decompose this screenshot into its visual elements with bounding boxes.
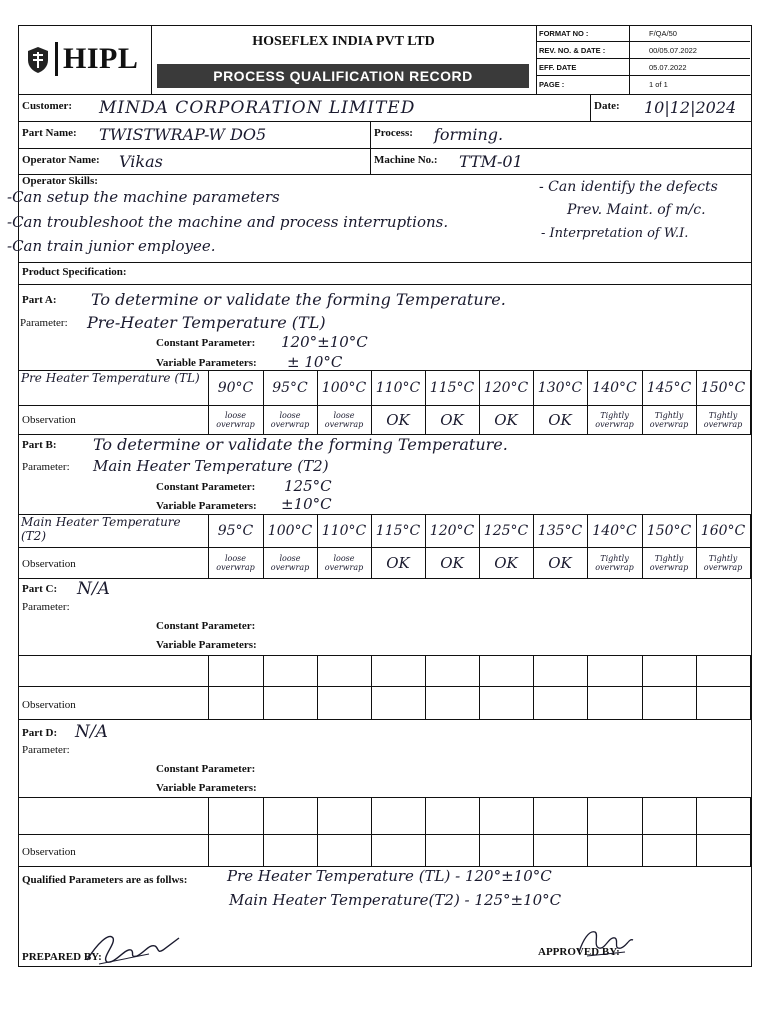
part-a-label: Part A: [22, 294, 57, 306]
skill-right-2: Prev. Maint. of m/c. [567, 202, 706, 218]
table-column-divider [750, 797, 751, 866]
part-name-label: Part Name: [22, 127, 77, 139]
part-a-row-label: Pre Heater Temperature (TL) [21, 371, 200, 385]
part-b-var-label: Variable Parameters: [156, 500, 257, 512]
observation-cell: OK [440, 410, 464, 429]
observation-cell: Tightly overwrap [703, 410, 743, 429]
header [19, 26, 750, 94]
observation-cell: loose overwrap [216, 410, 255, 429]
meta-format-value: F/QA/50 [649, 29, 677, 38]
part-name-value: TWISTWRAP-W DO5 [99, 125, 267, 144]
process-label: Process: [374, 127, 413, 139]
temperature-cell: 110°C [321, 522, 367, 539]
observation-cell: OK [386, 410, 410, 429]
temperature-cell: 95°C [217, 522, 254, 539]
table-column-divider [263, 655, 264, 719]
table-column-divider [696, 655, 697, 719]
table-column-divider [371, 655, 372, 719]
observation-cell: loose overwrap [324, 410, 364, 429]
part-d-obs-label: Observation [22, 846, 76, 858]
part-a-const-label: Constant Parameter: [156, 337, 256, 349]
hipl-shield-icon [27, 46, 49, 74]
table-column-divider [642, 797, 643, 866]
table-column-divider [263, 797, 264, 866]
logo [27, 40, 147, 80]
customer-label: Customer: [22, 100, 73, 112]
part-c-const-label: Constant Parameter: [156, 620, 256, 632]
table-column-divider [479, 655, 480, 719]
approved-signature [569, 922, 639, 960]
skill-right-1: - Can identify the defects [539, 179, 718, 195]
qualified-label: Qualified Parameters are as follws: [22, 874, 188, 886]
part-d-value: N/A [75, 722, 108, 742]
logo-text: HIPL [63, 42, 139, 75]
observation-cell: OK [494, 553, 518, 572]
part-c-obs-label: Observation [22, 699, 76, 711]
table-column-divider [371, 797, 372, 866]
table-column-divider [696, 797, 697, 866]
table-column-divider [587, 655, 588, 719]
part-b-param-label: Parameter: [22, 461, 70, 473]
temperature-cell: 90°C [217, 379, 254, 396]
temperature-cell: 145°C [646, 379, 692, 396]
skill-left-2: -Can troubleshoot the machine and process interruptions. [7, 213, 449, 231]
company-name: HOSEFLEX INDIA PVT LTD [252, 34, 435, 49]
part-c-value: N/A [77, 579, 110, 599]
meta-rev-label: REV. NO. & DATE : [539, 46, 606, 55]
part-c-var-label: Variable Parameters: [156, 639, 257, 651]
temperature-cell: 120°C [483, 379, 529, 396]
table-column-divider [750, 514, 751, 578]
skill-right-3: - Interpretation of W.I. [541, 226, 689, 241]
prepared-by-label: PREPARED BY: [22, 951, 102, 963]
part-c-label: Part C: [22, 583, 58, 595]
observation-cell: OK [548, 410, 572, 429]
part-a-param: Pre-Heater Temperature (TL) [87, 313, 326, 332]
part-c-param-label: Parameter: [22, 601, 70, 613]
part-a-var: ± 10°C [287, 353, 343, 371]
part-d-var-label: Variable Parameters: [156, 782, 257, 794]
observation-cell: Tightly overwrap [595, 410, 634, 429]
operator-name-label: Operator Name: [22, 154, 100, 166]
observation-cell: loose overwrap [216, 553, 255, 572]
meta-eff-value: 05.07.2022 [649, 63, 687, 72]
machine-no-label: Machine No.: [374, 154, 438, 166]
observation-cell: OK [494, 410, 518, 429]
part-d-label: Part D: [22, 727, 58, 739]
observation-cell: OK [548, 553, 572, 572]
process-value: forming. [434, 125, 504, 144]
observation-cell: OK [440, 553, 464, 572]
temperature-cell: 150°C [646, 522, 692, 539]
meta-page-value: 1 of 1 [649, 80, 668, 89]
temperature-cell: 125°C [483, 522, 529, 539]
temperature-cell: 95°C [272, 379, 308, 396]
table-column-divider [750, 655, 751, 719]
observation-cell: Tightly overwrap [649, 553, 689, 572]
meta-format-label: FORMAT NO : [539, 29, 589, 38]
customer-value: MINDA CORPORATION LIMITED [99, 98, 416, 118]
qualified-line-2: Main Heater Temperature(T2) - 125°±10°C [229, 891, 562, 909]
meta-eff-label: EFF. DATE [539, 63, 577, 72]
table-column-divider [533, 797, 534, 866]
temperature-cell: 120°C [429, 522, 475, 539]
part-b-label: Part B: [22, 439, 57, 451]
temperature-cell: 150°C [700, 379, 746, 396]
temperature-cell: 140°C [592, 379, 637, 396]
machine-no-value: TTM-01 [459, 152, 523, 171]
observation-cell: loose overwrap [270, 553, 310, 572]
part-b-const: 125°C [284, 477, 332, 495]
approved-by-label: APPROVED BY: [538, 946, 620, 958]
part-b-const-label: Constant Parameter: [156, 481, 256, 493]
part-b-param: Main Heater Temperature (T2) [93, 457, 329, 475]
form-title: PROCESS QUALIFICATION RECORD [157, 64, 529, 88]
process-qualification-form [7, 25, 752, 967]
table-column-divider [425, 655, 426, 719]
table-column-divider [642, 655, 643, 719]
observation-cell: loose overwrap [324, 553, 364, 572]
part-d-const-label: Constant Parameter: [156, 763, 256, 775]
date-value: 10|12|2024 [644, 98, 737, 117]
meta-page-label: PAGE : [539, 80, 565, 89]
part-b-var: ±10°C [281, 495, 332, 513]
part-b-title: To determine or validate the forming Temperature. [93, 435, 508, 454]
observation-cell: Tightly overwrap [703, 553, 743, 572]
part-d-param-label: Parameter: [22, 744, 70, 756]
part-b-row-label: Main Heater Temperature (T2) [21, 515, 181, 543]
table-column-divider [317, 655, 318, 719]
observation-cell: OK [386, 553, 410, 572]
table-column-divider [317, 797, 318, 866]
operator-skills-label: Operator Skills: [22, 175, 98, 187]
table-column-divider [425, 797, 426, 866]
temperature-cell: 115°C [429, 379, 475, 396]
observation-cell: Tightly overwrap [649, 410, 689, 429]
temperature-cell: 100°C [267, 522, 313, 539]
part-a-title: To determine or validate the forming Temperature. [91, 290, 506, 309]
part-a-var-label: Variable Parameters: [156, 357, 257, 369]
temperature-cell: 140°C [592, 522, 637, 539]
part-a-obs-label: Observation [22, 414, 76, 426]
product-spec-label: Product Specification: [22, 266, 127, 278]
temperature-cell: 110°C [375, 379, 421, 396]
prepared-signature [79, 924, 189, 969]
observation-cell: loose overwrap [270, 410, 310, 429]
temperature-cell: 160°C [700, 522, 746, 539]
table-column-divider [533, 655, 534, 719]
part-b-obs-label: Observation [22, 558, 76, 570]
table-column-divider [587, 797, 588, 866]
table-column-divider [750, 370, 751, 434]
qualified-line-1: Pre Heater Temperature (TL) - 120°±10°C [227, 867, 552, 885]
part-a-param-label: Parameter: [20, 317, 68, 329]
part-a-const: 120°±10°C [281, 333, 368, 351]
temperature-cell: 130°C [537, 379, 583, 396]
temperature-cell: 115°C [375, 522, 421, 539]
skill-left-3: -Can train junior employee. [7, 237, 216, 255]
temperature-cell: 135°C [537, 522, 583, 539]
table-column-divider [208, 797, 209, 866]
meta-rev-value: 00/05.07.2022 [649, 46, 697, 55]
temperature-cell: 100°C [321, 379, 367, 396]
table-column-divider [208, 655, 209, 719]
table-column-divider [479, 797, 480, 866]
skill-left-1: -Can setup the machine parameters [7, 188, 280, 206]
date-label: Date: [594, 100, 620, 112]
operator-name-value: Vikas [119, 152, 163, 171]
observation-cell: Tightly overwrap [595, 553, 634, 572]
